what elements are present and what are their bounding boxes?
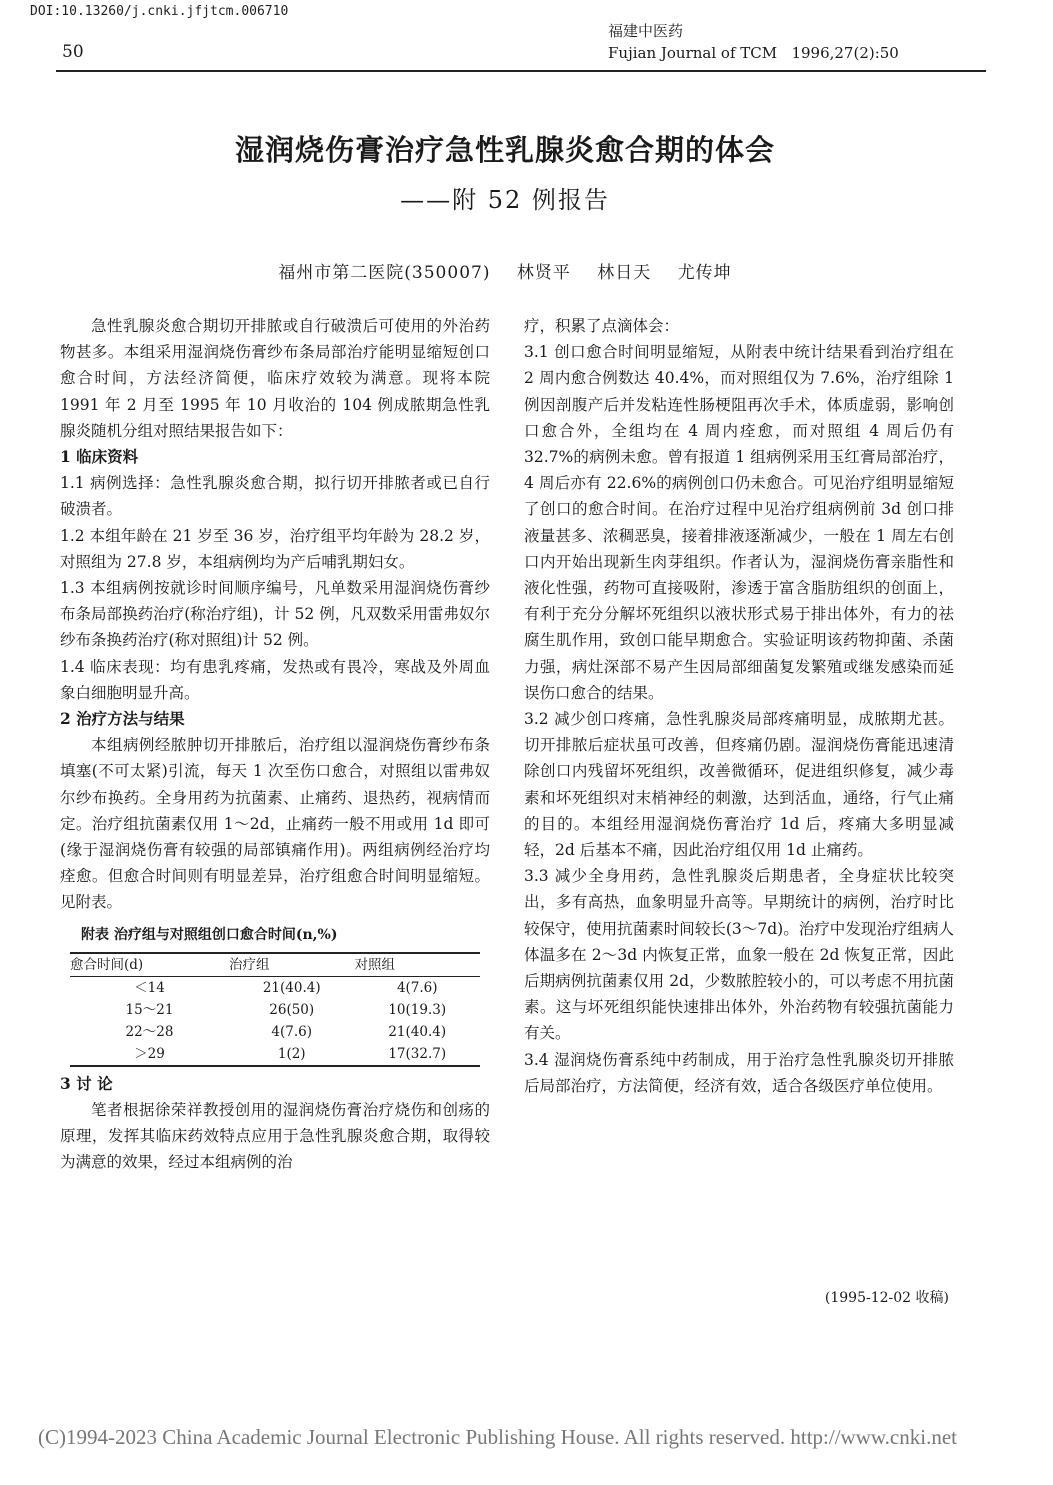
paragraph-3-3: 3.3 减少全身用药，急性乳腺炎后期患者，全身症状比较突出，多有高热，血象明显升高等。早期统计的病例，治疗时比较保守，使用抗菌素时间较长(3～7d)。治疗中发现治疗组病人体温多在 2～3d 内恢复正常，血象一般在 2d 恢复正常，因此后期病例抗菌素仅用 2d，少数脓腔较小的，可以考虑不用抗菌素。这与坏死组织能快速排出体外，外治药物有较强抗菌能力有关。: [524, 867, 954, 1043]
right-column: [524, 313, 954, 1099]
table-header-row: [70, 953, 480, 977]
paragraph-3-2: 3.2 减少创口疼痛，急性乳腺炎局部疼痛明显，成脓期尤甚。切开排脓后症状虽可改善，但疼痛仍剧。湿润烧伤膏能迅速清除创口内残留坏死组织，改善微循环，促进组织修复，减少毒素和坏死组织对末梢神经的刺激，达到活血，通络，行气止痛的目的。本组经用湿润烧伤膏治疗 1d 后，疼痛大多明显减轻，2d 后基本不痛，因此治疗组仅用 1d 止痛药。: [524, 710, 954, 860]
table-caption: 附表 治疗组与对照组创口愈合时间(n,%): [81, 926, 338, 943]
journal-issue: 1996,27(2):50: [791, 44, 899, 62]
journal-header: [608, 20, 1008, 64]
page-number: 50: [62, 42, 84, 62]
doi-line: DOI:10.13260/j.cnki.jfjtcm.006710: [30, 4, 289, 19]
table-cell: 26(50): [269, 1001, 315, 1018]
header-rule: [56, 70, 986, 72]
author-1: 林贤平: [516, 263, 571, 283]
table-row: [70, 999, 480, 1021]
table-row: [70, 976, 480, 999]
paragraph-1-4: 1.4 临床表现：均有患乳疼痛，发热或有畏冷，寒战及外周血象白细胞明显升高。: [60, 657, 490, 702]
table-header: 治疗组: [229, 953, 355, 977]
paragraph-3-1: 3.1 创口愈合时间明显缩短，从附表中统计结果看到治疗组在 2 周内愈合例数达 40.4%，而对照组仅为 7.6%，治疗组除 1 例因剖腹产后并发粘连性肠梗阻再次手术，体质虚弱，影响创口愈合外，全组均在 4 周内痊愈，而对照组 4 周后仍有 32.7%的病例未愈。曾有报道 1 组病例采用玉红膏局部治疗，4 周后亦有 22.6%的病例创口仍未愈合。可见治疗组明显缩短了创口的愈合时间。在治疗过程中见治疗组病例前 3d 创口排液量甚多、浓稠恶臭，接着排液逐渐减少，一般在 1 周左右创口内开始出现新生肉芽组织。作者认为，湿润烧伤膏亲脂性和液化性强，药物可直接吸附，渗透于富含脂肪组织的创面上，有利于充分分解坏死组织以液状形式易于排出体外，有力的祛腐生肌作用，致创口能早期愈合。实验证明该药物抑菌、杀菌力强，病灶深部不易产生因局部细菌复发繁殖或继发感染而延误伤口愈合的结果。: [524, 343, 954, 702]
table-cell: 21(40.4): [388, 1023, 447, 1040]
section-heading-3: 3 讨 论: [60, 1073, 113, 1093]
copyright-footer: (C)1994-2023 China Academic Journal Electronic Publishing House. All rights reserved. http://www.cnki.net: [38, 1425, 957, 1449]
paragraph-1-1: 1.1 病例选择：急性乳腺炎愈合期，拟行切开排脓者或已自行破溃者。: [60, 474, 490, 519]
intro-paragraph: 急性乳腺炎愈合期切开排脓或自行破溃后可使用的外治药物甚多。本组采用湿润烧伤膏纱布条局部治疗能明显缩短创口愈合时间，方法经济简便，临床疗效较为满意。现将本院 1991 年 2 月至 1995 年 10 月收治的 104 例成脓期急性乳腺炎随机分组对照结果报告如下：: [60, 317, 490, 440]
table-cell: 4(7.6): [271, 1023, 313, 1040]
journal-citation: [608, 42, 1008, 64]
received-date: (1995-12-02 收稿): [824, 1290, 949, 1306]
table-cell: ＞29: [70, 1043, 229, 1066]
table-header: 愈合时间(d): [70, 953, 229, 977]
article-subtitle: ——附 52 例报告: [400, 186, 610, 214]
table-cell: 1(2): [229, 1043, 355, 1066]
paragraph-continued: 疗，积累了点滴体会：: [524, 317, 680, 335]
table-row: [70, 1021, 480, 1043]
table-row: [70, 1043, 480, 1066]
table-cell: 10(19.3): [388, 1001, 447, 1018]
table-cell: 22～28: [125, 1023, 174, 1040]
left-column: [60, 313, 490, 1176]
author-line: [0, 258, 1010, 283]
table-cell: 15～21: [125, 1001, 174, 1018]
article-title: 湿润烧伤膏治疗急性乳腺炎愈合期的体会: [234, 133, 775, 167]
table-cell: 17(32.7): [354, 1043, 480, 1066]
author-3: 尤传坤: [677, 263, 732, 283]
results-table: [70, 952, 480, 1067]
paragraph-1-3: 1.3 本组病例按就诊时间顺序编号，凡单数采用湿润烧伤膏纱布条局部换药治疗(称治疗组)，计 52 例，凡双数采用雷弗奴尔纱布条换药治疗(称对照组)计 52 例。: [60, 579, 490, 650]
author-2: 林日天: [597, 263, 652, 283]
table-cell: 21(40.4): [262, 979, 321, 996]
table-cell: 4(7.6): [396, 979, 438, 996]
journal-name-cn: 福建中医药: [608, 22, 684, 40]
section-heading-2: 2 治疗方法与结果: [60, 709, 185, 729]
paragraph-1-2: 1.2 本组年龄在 21 岁至 36 岁，治疗组平均年龄为 28.2 岁，对照组为 27.8 岁，本组病例均为产后哺乳期妇女。: [60, 526, 490, 571]
section-heading-1: 1 临床资料: [60, 447, 139, 467]
paragraph-3-4: 3.4 湿润烧伤膏系纯中药制成，用于治疗急性乳腺炎切开排脓后局部治疗，方法简便，经济有效，适合各级医疗单位使用。: [524, 1050, 954, 1095]
paragraph-3: 笔者根据徐荣祥教授创用的湿润烧伤膏治疗烧伤和创疡的原理，发挥其临床药效特点应用于急性乳腺炎愈合期，取得较为满意的效果，经过本组病例的治: [60, 1101, 490, 1172]
paragraph-2: 本组病例经脓肿切开排脓后，治疗组以湿润烧伤膏纱布条填塞(不可太紧)引流，每天 1 次至伤口愈合，对照组以雷弗奴尔纱布换药。全身用药为抗菌素、止痛药、退热药，视病情而定。治疗组抗菌素仅用 1～2d，止痛药一般不用或用 1d 即可(缘于湿润烧伤膏有较强的局部镇痛作用)。两组病例经治疗均痊愈。但愈合时间则有明显差异，治疗组愈合时间明显缩短。见附表。: [60, 736, 490, 912]
affiliation: 福州市第二医院(350007): [278, 263, 491, 283]
journal-name-en: Fujian Journal of TCM: [608, 44, 778, 62]
table-cell: ＜14: [134, 979, 165, 996]
table-header: 对照组: [354, 953, 480, 977]
